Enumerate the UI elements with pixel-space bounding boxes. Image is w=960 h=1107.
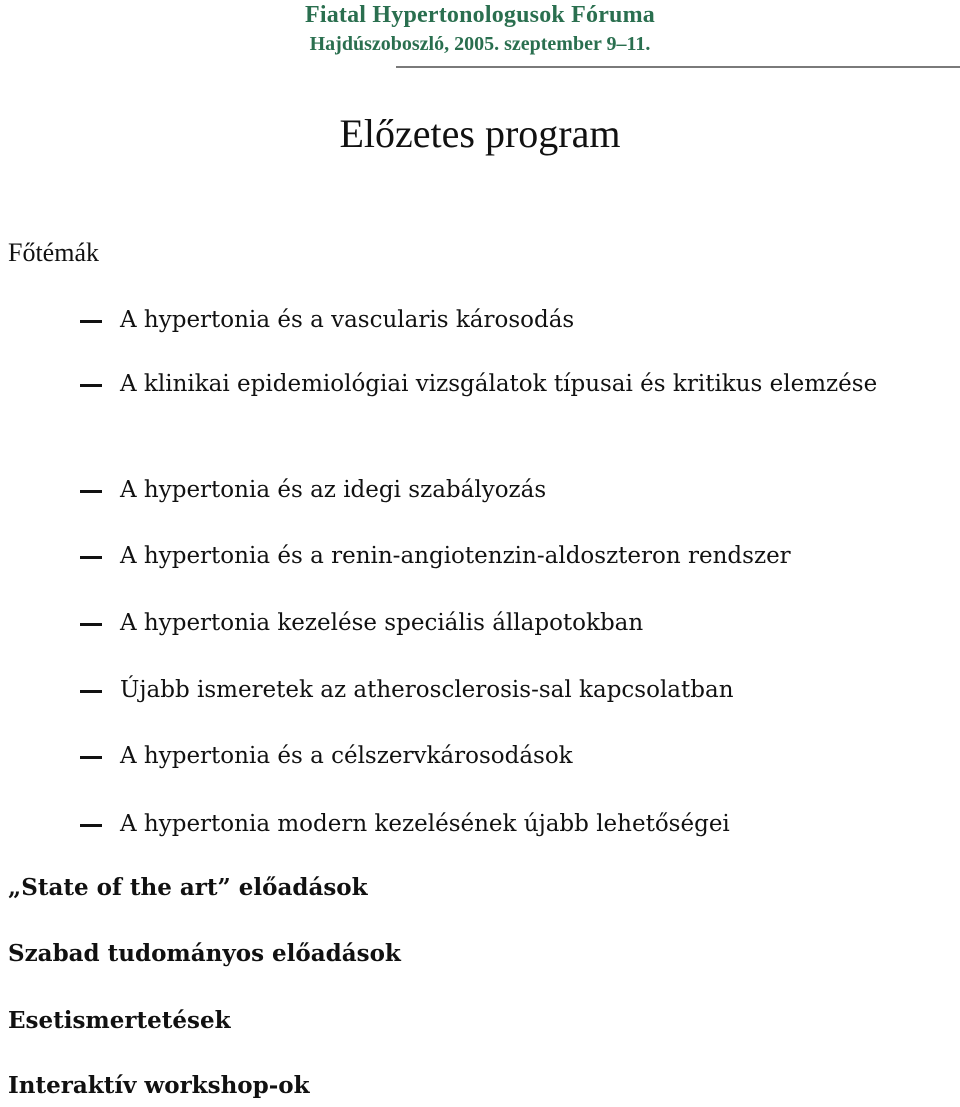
free-papers-heading: Szabad tudományos előadások	[8, 940, 401, 967]
topic-item	[80, 672, 940, 709]
dash-bullet	[80, 824, 102, 827]
topic-item	[80, 472, 940, 509]
topic-item	[80, 605, 940, 642]
topic-text: A hypertonia és a renin-angiotenzin-aldoszteron rendszer	[120, 543, 791, 569]
journal-title: Fiatal Hypertonologusok Fóruma	[304, 2, 655, 28]
topic-text: A hypertonia és a célszervkárosodások	[120, 743, 573, 769]
topic-text: A hypertonia modern kezelésének újabb lehetőségei	[120, 811, 730, 837]
state-of-the-art-heading: „State of the art” előadások	[8, 874, 368, 901]
topic-text: A klinikai epidemiológiai vizsgálatok típusai és kritikus elemzése	[120, 371, 878, 397]
dash-bullet	[80, 556, 102, 559]
topic-item	[80, 302, 940, 339]
page-title: Előzetes program	[339, 111, 621, 156]
topic-text: Újabb ismeretek az atherosclerosis-sal kapcsolatban	[120, 677, 734, 703]
topic-item	[80, 738, 940, 775]
dash-bullet	[80, 756, 102, 759]
workshops-heading: Interaktív workshop-ok	[8, 1072, 310, 1099]
topic-item	[80, 538, 940, 575]
dash-bullet	[80, 320, 102, 323]
topic-text: A hypertonia kezelése speciális állapotokban	[120, 610, 644, 636]
header-divider	[396, 66, 960, 68]
topic-item	[80, 806, 940, 843]
section-heading: Főtémák	[8, 238, 99, 267]
topic-text: A hypertonia és a vascularis károsodás	[120, 307, 575, 333]
dash-bullet	[80, 384, 102, 387]
topic-item	[80, 366, 940, 403]
dash-bullet	[80, 623, 102, 626]
dash-bullet	[80, 490, 102, 493]
case-reports-heading: Esetismertetések	[8, 1007, 231, 1034]
journal-subtitle: Hajdúszoboszló, 2005. szeptember 9–11.	[309, 33, 651, 55]
dash-bullet	[80, 690, 102, 693]
topic-text: A hypertonia és az idegi szabályozás	[120, 477, 547, 503]
